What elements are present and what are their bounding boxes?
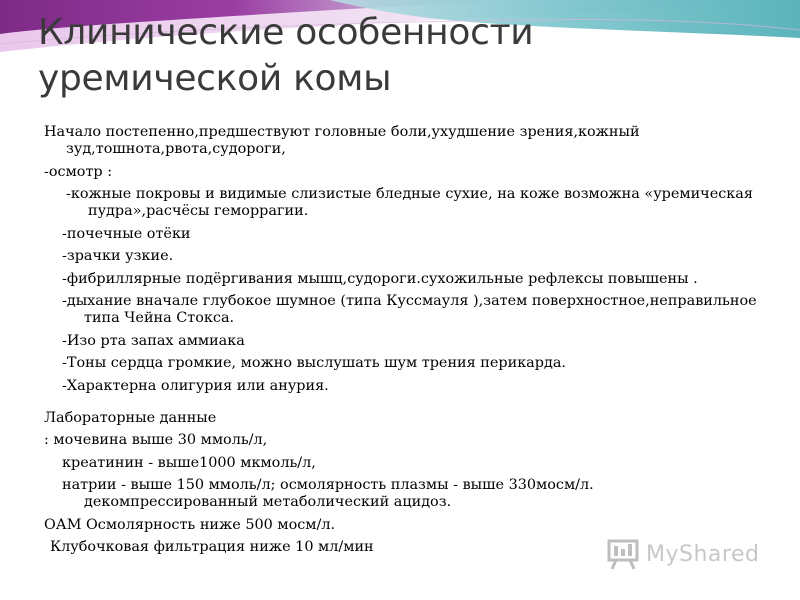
body-paragraph: -фибриллярные подёргивания мышц,судороги.сухожильные рефлексы повышены . <box>62 270 698 287</box>
slide-title-line-2: уремической комы <box>38 58 392 99</box>
body-paragraph: креатинин - выше1000 мкмоль/л, <box>62 454 316 471</box>
body-paragraph: Клубочковая фильтрация ниже 10 мл/мин <box>50 539 374 555</box>
slide-title-line-1: Клинические особенности <box>38 12 534 53</box>
body-paragraph: -Тоны сердца громкие, можно выслушать шум трения перикарда. <box>62 355 566 371</box>
watermark-text: MyShared <box>646 541 760 567</box>
body-paragraph: : мочевина выше 30 ммоль/л, <box>44 432 268 448</box>
presentation-board-icon <box>606 537 640 571</box>
body-paragraph: ОАМ Осмолярность ниже 500 мосм/л. <box>44 516 336 533</box>
slide-body <box>44 124 764 562</box>
slide-title <box>38 10 738 102</box>
body-paragraph: -почечные отёки <box>62 225 191 242</box>
body-paragraph: натрии - выше 150 ммоль/л; осмолярность плазмы - выше 330мосм/л. декомпрессированный метаболический ацидоз. <box>62 477 594 510</box>
watermark-logo <box>606 536 759 572</box>
section-heading-lab-data: Лабораторные данные <box>44 409 217 426</box>
body-paragraph: -Изо рта запах аммиака <box>62 332 245 349</box>
body-paragraph: -осмотр : <box>44 163 113 180</box>
body-paragraph: Начало постепенно,предшествуют головные боли,ухудшение зрения,кожный зуд,тошнота,рвота,судороги, <box>44 124 640 157</box>
body-paragraph: -Характерна олигурия или анурия. <box>62 377 329 394</box>
body-paragraph: -зрачки узкие. <box>62 248 174 264</box>
body-paragraph: -кожные покровы и видимые слизистые бледные сухие, на коже возможна «уремическая пудра»,расчёсы геморрагии. <box>66 186 753 219</box>
body-paragraph: -дыхание вначале глубокое шумное (типа Куссмауля ),затем поверхностное,неправильное типа Чейна Стокса. <box>62 293 757 326</box>
